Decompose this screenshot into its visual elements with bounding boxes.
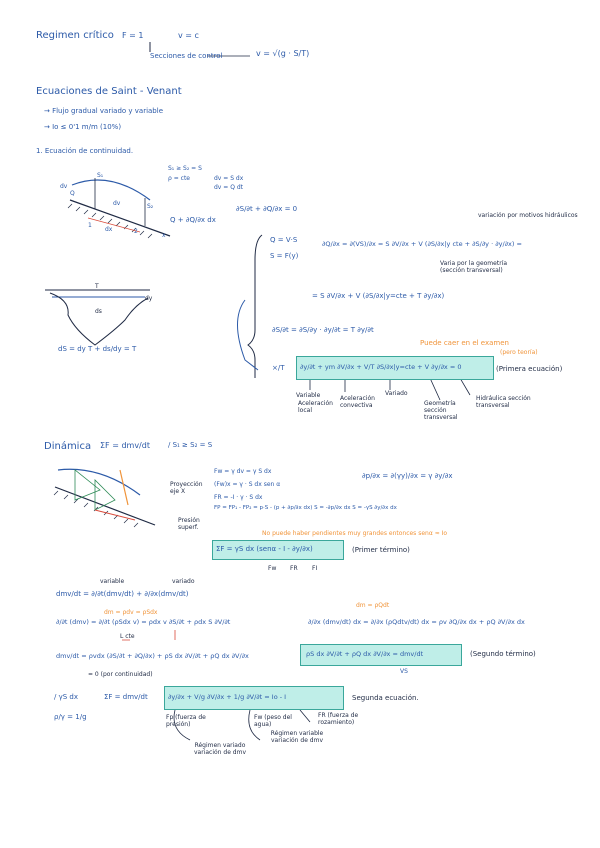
- vs-label: VS: [400, 668, 408, 675]
- ann-variado: Variado: [385, 390, 408, 397]
- zero-cont: = 0 (por continuidad): [88, 671, 153, 678]
- final-left: / γS dx: [54, 693, 78, 701]
- force-fr: FR = -I · γ · S dx: [214, 494, 263, 501]
- secciones-control: Secciones de control: [150, 52, 223, 60]
- ann-hidraulica: Hidráulica sección transversal: [476, 395, 531, 409]
- q-def: Q = V·S: [270, 236, 298, 244]
- diagram-label-1: 1: [88, 222, 92, 229]
- eq-line-2: ∂/∂t (dmv) = ∂/∂t (ρSdx v) = ρdx v ∂S/∂t + ρdx S ∂V/∂t: [56, 618, 231, 626]
- ann-fr: FR (fuerza de rozamiento): [318, 712, 359, 726]
- regimen-eq: F = 1: [122, 31, 144, 40]
- second-term-eq: ρS dx ∂V/∂t + ρQ dx ∂V/∂x = dmv/dt: [306, 650, 424, 658]
- regimen-title: Regimen crítico: [36, 30, 114, 41]
- ann-fw: Fw (peso del agua): [254, 714, 292, 728]
- note-varia: Varia por la geometría (sección transversal): [440, 260, 508, 274]
- note-variacion: variación por motivos hidráulicos: [478, 212, 578, 219]
- section-label-t: T: [95, 283, 99, 290]
- saint-venant-title: Ecuaciones de Saint - Venant: [36, 86, 182, 97]
- primera-ecuacion: (Primera ecuación): [496, 365, 563, 373]
- orange-note: No puede haber pendientes muy grandes entonces senα ≈ Io: [262, 530, 448, 537]
- channel-diagram: [68, 178, 170, 238]
- segunda-ecuacion: Segunda ecuación.: [352, 694, 419, 702]
- outflow-eq: Q + ∂Q/∂x dx: [170, 216, 216, 224]
- rho-g: ρ/γ = 1/g: [54, 713, 87, 721]
- dinamica-cond: / S₁ ≥ S₂ = S: [168, 441, 213, 449]
- ann-aceleracion-convectiva: Aceleración convectiva: [340, 395, 375, 409]
- first-equation: ∂y/∂t + ym ∂V/∂x + V/T ∂S/∂x|y=cte + V ∂y/∂x = 0: [300, 363, 462, 371]
- ann-reg-variable: Régimen variable variación de dmv: [270, 730, 324, 744]
- dm-note-2: dm = ρQdt: [356, 602, 390, 609]
- segundo-termino: (Segundo término): [470, 650, 536, 658]
- ann-fp: Fp (fuerza de presión): [166, 714, 206, 728]
- expansion-2: = S ∂V/∂x + V (∂S/∂x|y=cte + T ∂y/∂x): [312, 292, 445, 300]
- exam-note-2: (pero teoría): [500, 349, 538, 356]
- diagram-label-dv2: dv: [113, 200, 121, 207]
- continuity-main-eq: ∂S/∂t + ∂Q/∂x = 0: [236, 205, 298, 213]
- lcte: L cte: [120, 633, 135, 640]
- proyeccion-label: Proyección eje X: [170, 481, 203, 495]
- ds-eq: ∂S/∂t = ∂S/∂y · ∂y/∂t = T ∂y/∂t: [272, 326, 374, 334]
- ann-aceleracion-local: Aceleración local: [298, 400, 333, 414]
- diagram-label-s2: S₂: [147, 203, 154, 210]
- presion-sup: Presión superf.: [178, 517, 200, 531]
- label-fr: FR: [290, 565, 298, 572]
- ann-reg-variado: Régimen variado variación de dmv: [194, 742, 246, 756]
- label-variado: variado: [172, 578, 195, 585]
- saint-venant-bullet-1: → Flujo gradual variado y variable: [44, 107, 164, 115]
- diagram-label-s1: S₁: [97, 172, 104, 179]
- v-formula: v = √(g · S/T): [256, 49, 310, 58]
- dmv-eq: dmv/dt = ∂/∂t(dmv/dt) + ∂/∂x(dmv/dt): [56, 590, 189, 598]
- eq-line-3: dmv/dt = ρvdx (∂S/∂t + ∂Q/∂x) + ρS dx ∂V/∂t + ρQ dx ∂V/∂x: [56, 652, 249, 660]
- ds-formula: dS = dy T + ds/dy = T: [58, 345, 137, 353]
- note-dv-qdt: dv = Q dt: [214, 184, 243, 191]
- section-label-ds: ds: [95, 308, 102, 315]
- dinamica-title: Dinámica: [44, 441, 92, 452]
- cross-section-diagram: [45, 290, 153, 345]
- exam-note: Puede caer en el examen: [420, 339, 509, 347]
- diagram-label-dv: dv: [60, 183, 68, 190]
- mult-label: ×/T: [272, 364, 285, 372]
- expansion-1: ∂Q/∂x = ∂(VS)/∂x = S ∂V/∂x + V (∂S/∂x|y cte + ∂S/∂y · ∂y/∂x) =: [322, 240, 522, 248]
- ann-geometria: Geometría sección transversal: [424, 400, 458, 421]
- force-fp: FP = FP₁ - FP₂ = p·S - (p + ∂p/∂x dx) S = -∂p/∂x dx S = -γS ∂y/∂x dx: [214, 505, 397, 511]
- note-rho: ρ = cte: [168, 175, 190, 182]
- saint-venant-bullet-2: → Io ≤ 0'1 m/m (10%): [44, 123, 122, 131]
- force-fwx: (Fw)x = γ · S dx sen α: [214, 481, 281, 488]
- label-variable: variable: [100, 578, 125, 585]
- dynamics-diagram: [54, 469, 155, 527]
- label-fw: Fw: [268, 565, 277, 572]
- diagram-label-2: 2: [134, 228, 138, 235]
- force-fw: Fw = γ dv = γ S dx: [214, 468, 272, 475]
- eq-line-2b: ∂/∂x (dmv/dt) dx = ∂/∂x (ρQdtv/dt) dx = ρv ∂Q/∂x dx + ρQ ∂V/∂x dx: [308, 618, 525, 626]
- final-sum: ΣF = dmv/dt: [104, 693, 148, 701]
- primer-termino: (Primer término): [352, 546, 410, 554]
- note-dv-sdx: dv = S dx: [214, 175, 244, 182]
- diagram-label-x: x: [162, 232, 166, 239]
- sumf-eq: ΣF = γS dx (senα - I - ∂y/∂x): [216, 545, 313, 553]
- diagram-label-dx: dx: [105, 226, 113, 233]
- dp-eq: ∂p/∂x = ∂(γy)/∂x = γ ∂y/∂x: [362, 472, 453, 480]
- continuidad-title: 1. Ecuación de continuidad.: [36, 147, 134, 155]
- section-label-dy: dy: [145, 295, 153, 302]
- diagram-label-q: Q: [70, 190, 75, 197]
- dinamica-main: ΣF = dmv/dt: [100, 441, 150, 450]
- note-s1s2: S₁ ≥ S₂ = S: [168, 165, 202, 172]
- s-def: S = F(y): [270, 252, 299, 260]
- label-fi: FI: [312, 565, 318, 572]
- dm-note: dm = ρdv = ρSdx: [104, 609, 158, 616]
- ann-variable: Variable: [296, 392, 321, 399]
- second-equation: ∂y/∂x + V/g ∂V/∂x + 1/g ∂V/∂t = Io - I: [168, 693, 287, 701]
- regimen-result: v = c: [178, 31, 199, 40]
